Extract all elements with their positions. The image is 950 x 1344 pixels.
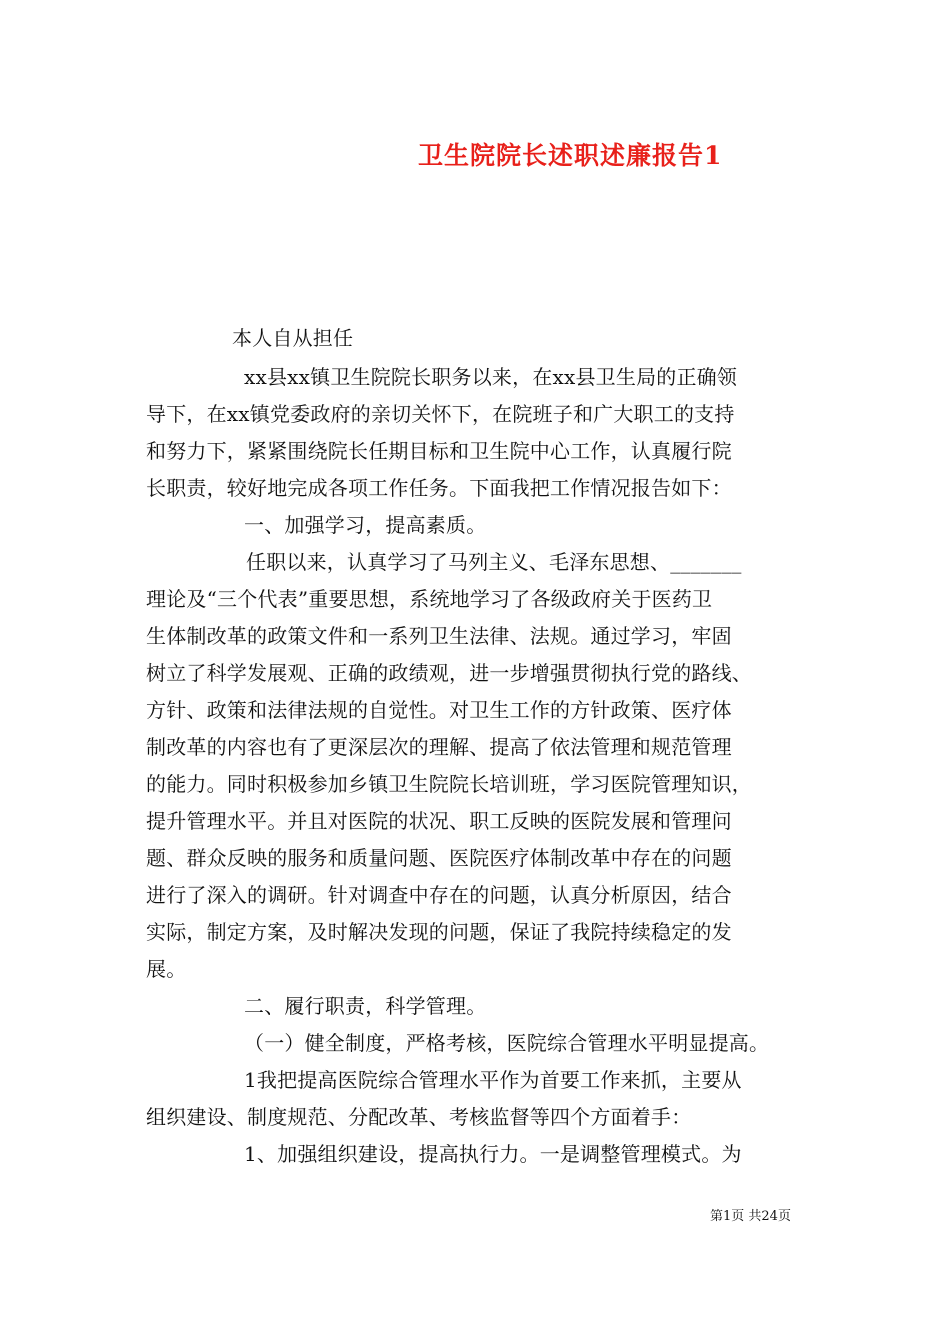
section-heading: 一、加强学习，提高素质。 [244,513,487,537]
body-line: 方针、政策和法律法规的自觉性。对卫生工作的方针政策、医疗体 [146,698,732,722]
body-line: 提升管理水平。并且对医院的状况、职工反映的医院发展和管理问 [146,809,732,833]
page-footer: 第1页 共24页 [710,1209,791,1224]
body-line: 题、群众反映的服务和质量问题、医院医疗体制改革中存在的问题 [146,846,732,870]
body-line: xx县xx镇卫生院院长职务以来，在xx县卫生局的正确领 [244,365,738,389]
body-line: 1我把提高医院综合管理水平作为首要工作来抓，主要从 [244,1068,742,1092]
body-line: 进行了深入的调研。针对调查中存在的问题，认真分析原因，结合 [146,883,732,907]
body-line: 组织建设、制度规范、分配改革、考核监督等四个方面着手： [146,1105,692,1129]
subsection-heading: （一）健全制度，严格考核，医院综合管理水平明显提高。 [244,1031,770,1055]
body-line: 1、加强组织建设，提高执行力。一是调整管理模式。为 [244,1142,742,1166]
section-heading: 二、履行职责，科学管理。 [244,994,487,1018]
body-line: 理论及“三个代表”重要思想，系统地学习了各级政府关于医药卫 [146,587,713,611]
body-line: 导下，在xx镇党委政府的亲切关怀下，在院班子和广大职工的支持 [146,402,735,426]
page-title: 卫生院院长述职述廉报告1 [418,141,723,170]
body-line: 生体制改革的政策文件和一系列卫生法律、法规。通过学习，牢固 [146,624,732,648]
body-line: 本人自从担任 [232,326,354,350]
body-line: 任职以来，认真学习了马列主义、毛泽东思想、_______ [246,550,742,574]
body-line: 制改革的内容也有了更深层次的理解、提高了依法管理和规范管理 [146,735,732,759]
body-line: 展。 [146,957,187,981]
body-line: 树立了科学发展观、正确的政绩观，进一步增强贯彻执行党的路线、 [146,661,752,685]
body-line: 长职责，较好地完成各项工作任务。下面我把工作情况报告如下： [146,476,732,500]
body-line: 和努力下，紧紧围绕院长任期目标和卫生院中心工作，认真履行院 [146,439,732,463]
body-line: 的能力。同时积极参加乡镇卫生院院长培训班，学习医院管理知识， [146,772,752,796]
body-line: 实际，制定方案，及时解决发现的问题，保证了我院持续稳定的发 [146,920,732,944]
